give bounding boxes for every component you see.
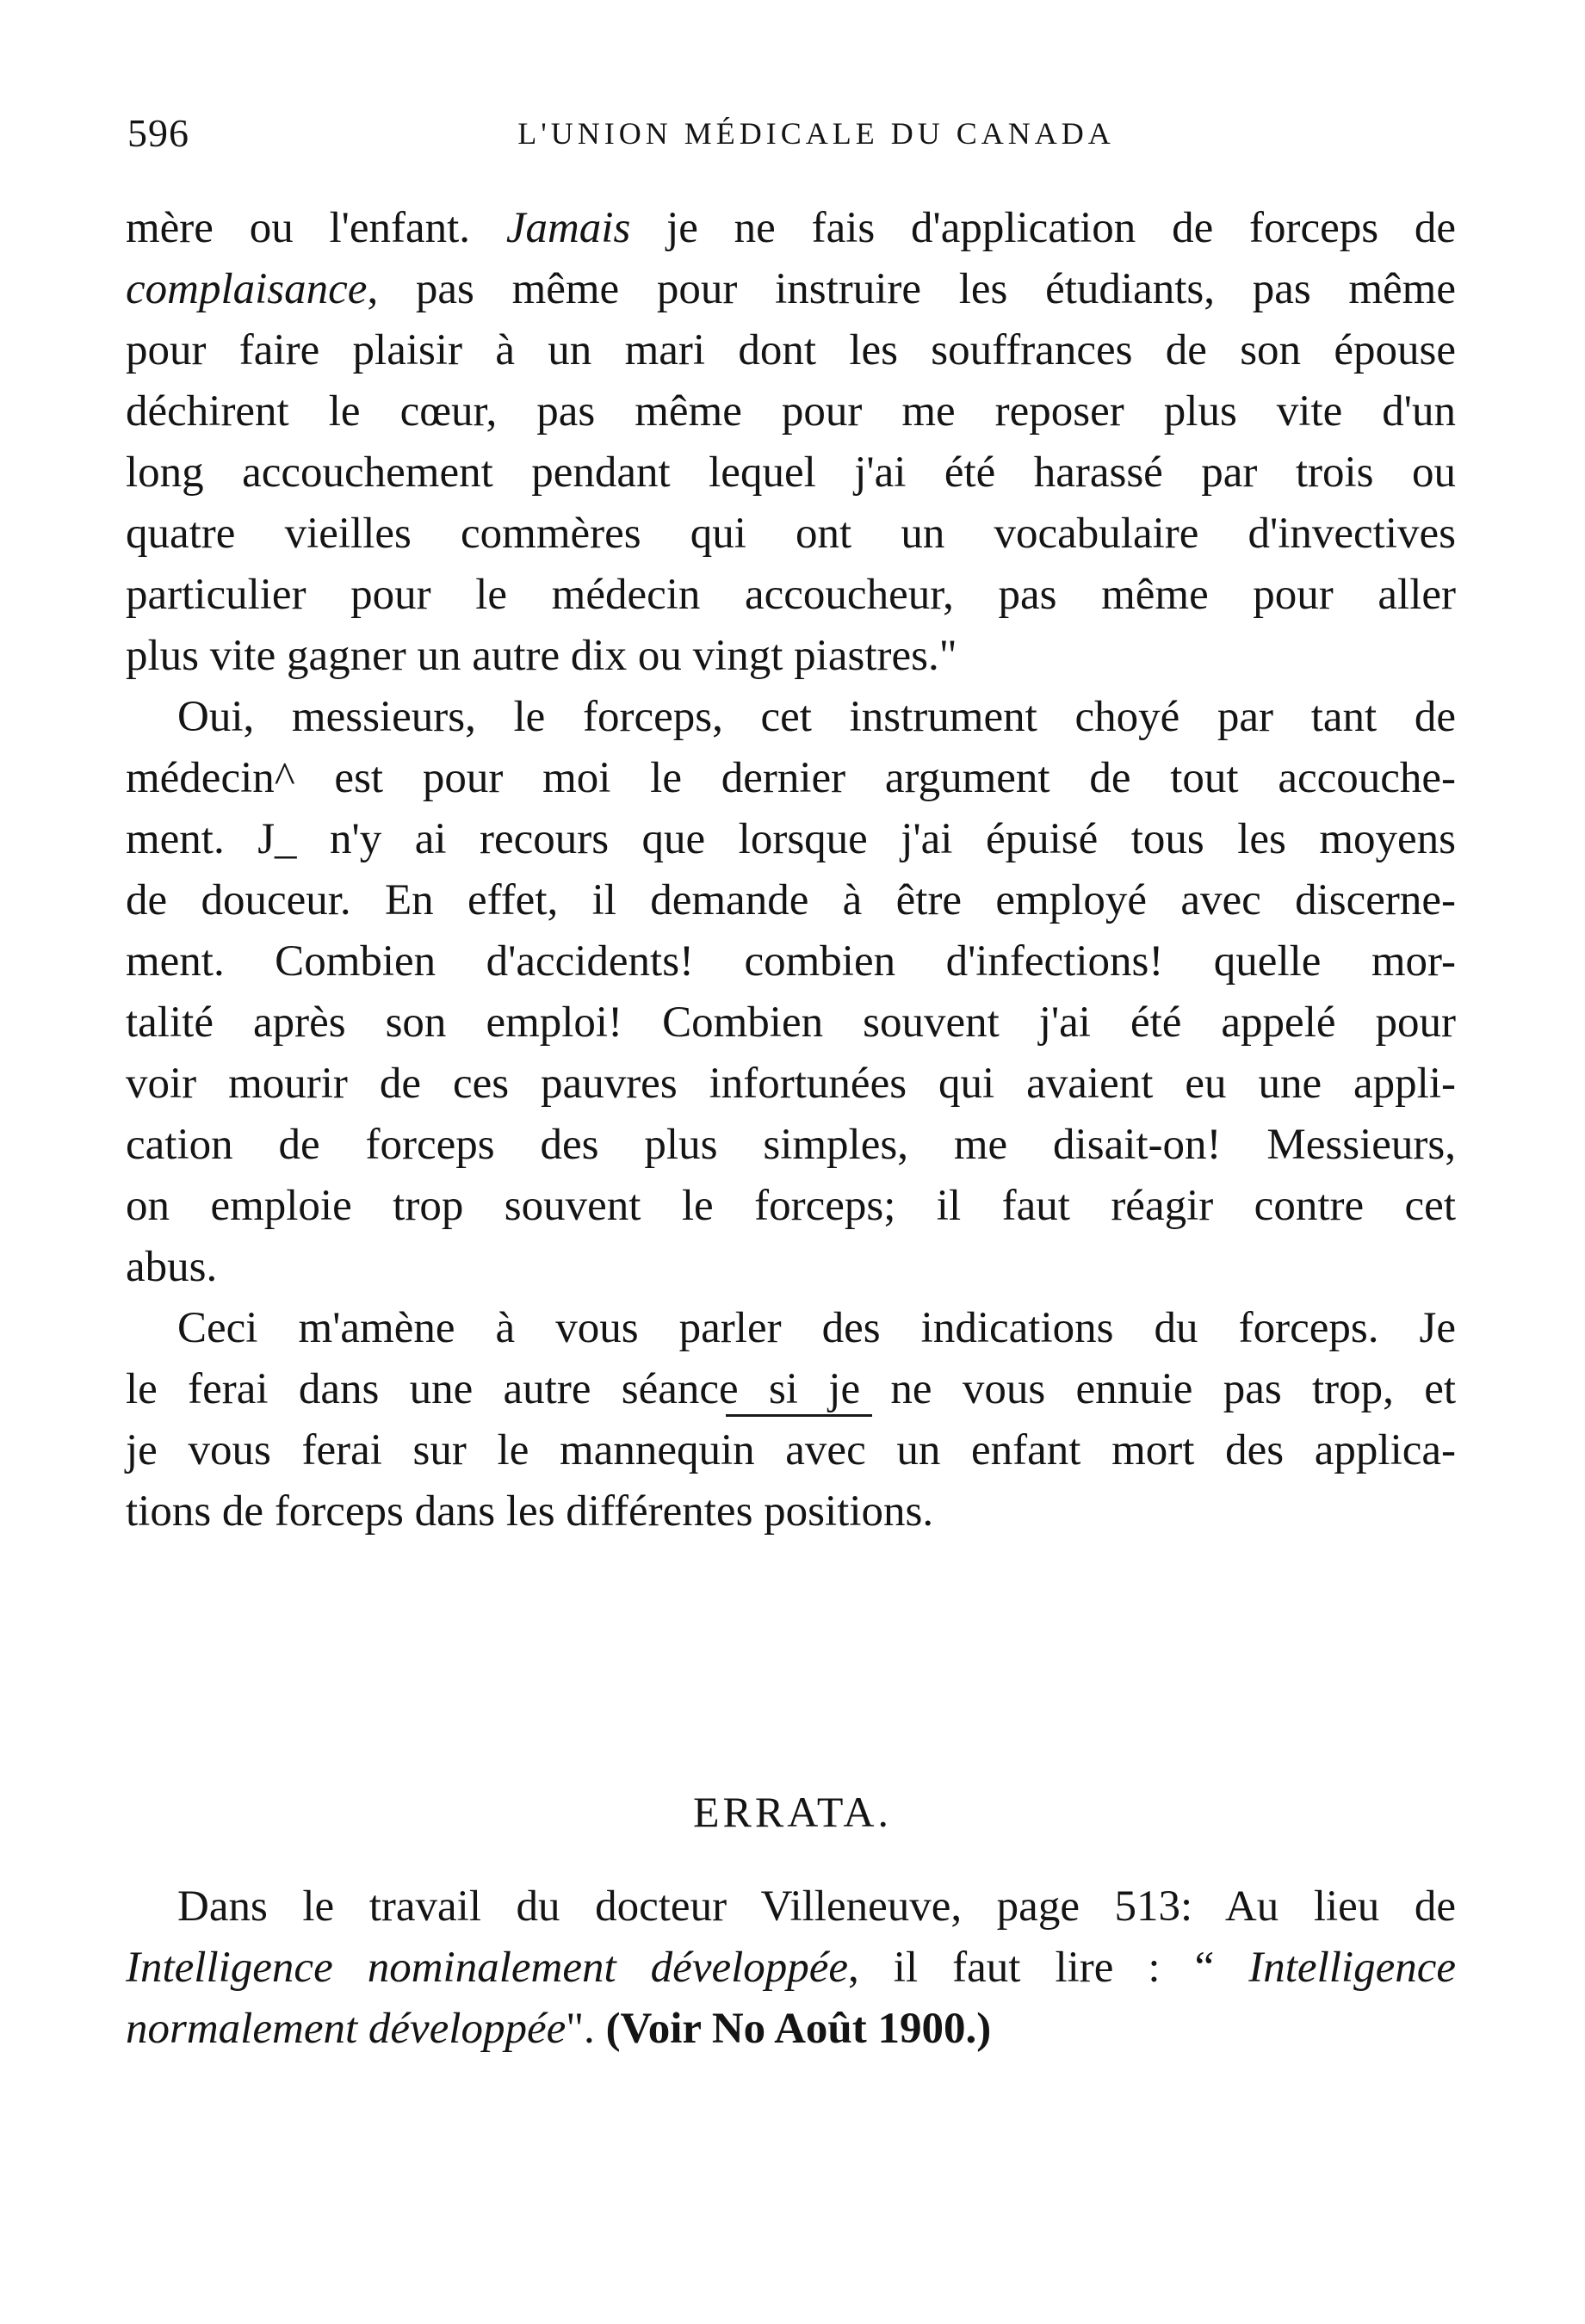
text-run: , pas même pour instruire les étudiants, pas même: [367, 265, 1456, 313]
text-line: de douceur. En effet, il demande à être employé avec discerne-: [126, 876, 1456, 924]
text-line: particulier pour le médecin accoucheur, pas même pour aller: [126, 571, 1456, 619]
text-line: cation de forceps des plus simples, me disait-on! Messieurs,: [126, 1121, 1456, 1169]
italic-text: Intelligence nominalement développée: [126, 1944, 849, 1992]
paragraph-1: [126, 198, 1456, 687]
text-line: on emploie trop souvent le forceps; il faut réagir contre cet: [126, 1182, 1456, 1230]
running-title: L'UNION MÉDICALE DU CANADA: [517, 116, 1115, 151]
text-run: ".: [566, 2005, 606, 2053]
text-line: [126, 259, 1456, 320]
italic-text: Jamais: [505, 204, 631, 252]
errata-heading: ERRATA.: [693, 1788, 892, 1836]
text-line: tions de forceps dans les différentes positions.: [126, 1487, 934, 1536]
text-line: déchirent le cœur, pas même pour me reposer plus vite d'un: [126, 387, 1456, 436]
text-line: Oui, messieurs, le forceps, cet instrument choyé par tant de: [177, 693, 1456, 741]
page-header: [127, 110, 1453, 162]
text-line: je vous ferai sur le mannequin avec un enfant mort des applica-: [126, 1426, 1456, 1474]
text-line: Ceci m'amène à vous parler des indications du forceps. Je: [177, 1304, 1456, 1352]
text-line: long accouchement pendant lequel j'ai été harassé par trois ou: [126, 448, 1456, 497]
text-line: voir mourir de ces pauvres infortunées qui avaient eu une appli-: [126, 1060, 1456, 1108]
text-line: [126, 1938, 1456, 1999]
text-line: talité après son emploi! Combien souvent j'ai été appelé pour: [126, 998, 1456, 1047]
italic-text: complaisance: [126, 265, 368, 313]
text-line: ment. J_ n'y ai recours que lorsque j'ai épuisé tous les moyens: [126, 815, 1456, 863]
text-run: je ne fais d'application de forceps de: [630, 204, 1456, 252]
text-run: , il faut lire : “: [848, 1944, 1249, 1992]
section-divider: [726, 1414, 872, 1417]
text-line: abus.: [126, 1243, 218, 1291]
italic-text: normalement développée: [126, 2005, 567, 2053]
errata-body: [126, 1876, 1456, 2060]
text-line: pour faire plaisir à un mari dont les souffrances de son épouse: [126, 326, 1456, 374]
text-line: le ferai dans une autre séance si je ne vous ennuie pas trop, et: [126, 1365, 1456, 1413]
bold-text: (Voir No Août 1900.): [605, 2005, 992, 2053]
text-line: quatre vieilles commères qui ont un vocabulaire d'invectives: [126, 510, 1456, 558]
page-number: 596: [127, 111, 189, 155]
text-line: [126, 198, 1456, 259]
text-line: ment. Combien d'accidents! combien d'infections! quelle mor-: [126, 937, 1456, 986]
text-line: Dans le travail du docteur Villeneuve, page 513: Au lieu de: [177, 1882, 1456, 1931]
text-line: [126, 1999, 1456, 2060]
text-run: mère ou l'enfant.: [126, 204, 506, 252]
article-body: [126, 198, 1456, 1542]
text-line: plus vite gagner un autre dix ou vingt piastres.": [126, 632, 957, 680]
paragraph-3: [126, 1298, 1456, 1542]
italic-text: Intelligence: [1248, 1944, 1456, 1992]
text-line: médecin^ est pour moi le dernier argument de tout accouche-: [126, 754, 1456, 802]
paragraph-2: [126, 687, 1456, 1298]
